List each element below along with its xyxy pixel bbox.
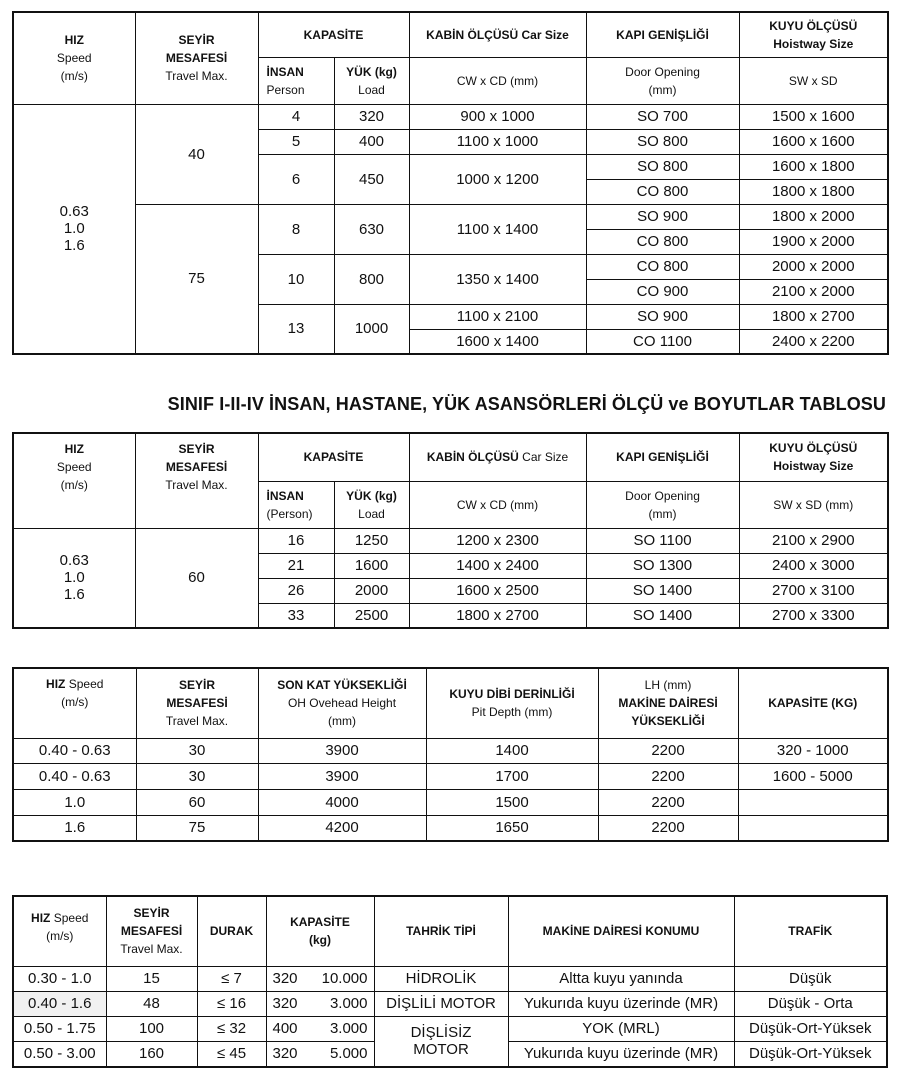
person-cell: 8 [258, 204, 334, 254]
load-cell: 450 [334, 154, 409, 204]
door-cell: CO 800 [586, 254, 739, 279]
header-door-sub: Door Opening (mm) [586, 481, 739, 528]
table-row [13, 763, 888, 789]
travel-cell: 75 [136, 815, 258, 841]
speed-cell: 0.63 1.0 1.6 [13, 104, 135, 354]
hoist-cell: 2400 x 2200 [739, 329, 888, 354]
car-cell: 1100 x 1400 [409, 204, 586, 254]
travel-cell: 75 [135, 204, 258, 354]
car-cell: 1100 x 1000 [409, 129, 586, 154]
table-row [13, 815, 888, 841]
header-drive-type: TAHRİK TİPİ [374, 896, 508, 966]
speed-cell: 0.40 - 1.6 [13, 991, 106, 1016]
machine-cell: 2200 [598, 815, 738, 841]
traffic-cell: Düşük-Ort-Yüksek [734, 1041, 887, 1067]
load-cell: 1250 [334, 528, 409, 553]
load-cell: 2000 [334, 578, 409, 603]
person-cell: 6 [258, 154, 334, 204]
car-cell: 900 x 1000 [409, 104, 586, 129]
car-cell: 1600 x 1400 [409, 329, 586, 354]
header-capacity: KAPASİTE (kg) [266, 896, 374, 966]
header-overhead: SON KAT YÜKSEKLİĞİ OH Ovehead Height (mm) [258, 668, 426, 738]
load-cell: 1000 [334, 304, 409, 354]
machine-cell: 2200 [598, 789, 738, 815]
capacity-cell: 320 - 1000 [738, 738, 888, 763]
person-cell: 21 [258, 553, 334, 578]
header-door-width: KAPI GENİŞLİĞİ [586, 433, 739, 481]
car-cell: 1800 x 2700 [409, 603, 586, 628]
pit-cell: 1400 [426, 738, 598, 763]
header-stops: DURAK [197, 896, 266, 966]
header-travel: SEYİR MESAFESİ Travel Max. [135, 12, 258, 104]
speed-cell: 1.0 [13, 789, 136, 815]
capacity-cell: 1600 - 5000 [738, 763, 888, 789]
person-cell: 10 [258, 254, 334, 304]
speed-cell: 0.30 - 1.0 [13, 966, 106, 991]
door-cell: SO 700 [586, 104, 739, 129]
door-cell: SO 800 [586, 129, 739, 154]
overhead-cell: 4000 [258, 789, 426, 815]
table-row [13, 204, 888, 229]
header-speed: HIZ Speed (m/s) [13, 433, 135, 528]
capacity-cell: 320 10.000 [266, 966, 374, 991]
header-load: YÜK (kg) Load [334, 481, 409, 528]
car-cell: 1100 x 2100 [409, 304, 586, 329]
header-door-sub: Door Opening (mm) [586, 57, 739, 104]
header-person: İNSAN (Person) [258, 481, 334, 528]
hoist-cell: 2000 x 2000 [739, 254, 888, 279]
table-row [13, 738, 888, 763]
door-cell: SO 1400 [586, 578, 739, 603]
drive-cell: DİŞLİLİ MOTOR [374, 991, 508, 1016]
table-row [13, 966, 887, 991]
stops-cell: ≤ 45 [197, 1041, 266, 1067]
hoist-cell: 2400 x 3000 [739, 553, 888, 578]
table-row [13, 1016, 887, 1041]
door-cell: CO 900 [586, 279, 739, 304]
traffic-cell: Düşük [734, 966, 887, 991]
hoist-cell: 1800 x 1800 [739, 179, 888, 204]
overhead-cell: 4200 [258, 815, 426, 841]
hoist-cell: 1500 x 1600 [739, 104, 888, 129]
speed-cell: 0.50 - 3.00 [13, 1041, 106, 1067]
speed-cell: 0.40 - 0.63 [13, 763, 136, 789]
elevator-dimensions-table-2 [12, 432, 889, 629]
table-row [13, 104, 888, 129]
drive-cell: DİŞLİSİZ MOTOR [374, 1016, 508, 1067]
capacity-cell: 320 5.000 [266, 1041, 374, 1067]
capacity-cell [738, 815, 888, 841]
header-hoist-sub: SW x SD [739, 57, 888, 104]
car-cell: 1400 x 2400 [409, 553, 586, 578]
header-capacity: KAPASİTE (KG) [738, 668, 888, 738]
load-cell: 400 [334, 129, 409, 154]
header-pit-depth: KUYU DİBİ DERİNLİĞİ Pit Depth (mm) [426, 668, 598, 738]
header-travel: SEYİR MESAFESİ Travel Max. [135, 433, 258, 528]
door-cell: SO 900 [586, 204, 739, 229]
pit-cell: 1650 [426, 815, 598, 841]
hoist-cell: 1600 x 1800 [739, 154, 888, 179]
overhead-pit-table [12, 667, 889, 842]
speed-cell: 0.63 1.0 1.6 [13, 528, 135, 628]
hoist-cell: 1900 x 2000 [739, 229, 888, 254]
travel-cell: 15 [106, 966, 197, 991]
overhead-cell: 3900 [258, 738, 426, 763]
overhead-cell: 3900 [258, 763, 426, 789]
header-traffic: TRAFİK [734, 896, 887, 966]
load-cell: 1600 [334, 553, 409, 578]
header-load: YÜK (kg) Load [334, 57, 409, 104]
hoist-cell: 2700 x 3300 [739, 603, 888, 628]
hoist-cell: 2100 x 2900 [739, 528, 888, 553]
load-cell: 630 [334, 204, 409, 254]
table-row [13, 528, 888, 553]
header-door-width: KAPI GENİŞLİĞİ [586, 12, 739, 57]
header-machine-room-location: MAKİNE DAİRESİ KONUMU [508, 896, 734, 966]
drive-cell: HİDROLİK [374, 966, 508, 991]
person-cell: 33 [258, 603, 334, 628]
table-row [13, 991, 887, 1016]
elevator-dimensions-table-1 [12, 11, 889, 355]
section-title: SINIF I-II-IV İNSAN, HASTANE, YÜK ASANSÖRLERİ ÖLÇÜ ve BOYUTLAR TABLOSU [167, 394, 886, 414]
capacity-cell: 320 3.000 [266, 991, 374, 1016]
door-cell: SO 1400 [586, 603, 739, 628]
traffic-cell: Düşük - Orta [734, 991, 887, 1016]
person-cell: 4 [258, 104, 334, 129]
machine-room-cell: YOK (MRL) [508, 1016, 734, 1041]
traffic-cell: Düşük-Ort-Yüksek [734, 1016, 887, 1041]
stops-cell: ≤ 16 [197, 991, 266, 1016]
travel-cell: 60 [136, 789, 258, 815]
machine-room-cell: Altta kuyu yanında [508, 966, 734, 991]
machine-room-cell: Yukurıda kuyu üzerinde (MR) [508, 1041, 734, 1067]
person-cell: 5 [258, 129, 334, 154]
door-cell: CO 1100 [586, 329, 739, 354]
hoist-cell: 1800 x 2700 [739, 304, 888, 329]
header-speed: HIZ Speed (m/s) [13, 12, 135, 104]
header-car-sub: CW x CD (mm) [409, 57, 586, 104]
header-car-sub: CW x CD (mm) [409, 481, 586, 528]
header-travel: SEYİR MESAFESİ Travel Max. [136, 668, 258, 738]
door-cell: SO 1300 [586, 553, 739, 578]
travel-cell: 30 [136, 738, 258, 763]
travel-cell: 30 [136, 763, 258, 789]
speed-cell: 0.50 - 1.75 [13, 1016, 106, 1041]
car-cell: 1600 x 2500 [409, 578, 586, 603]
load-cell: 800 [334, 254, 409, 304]
header-car-size: KABİN ÖLÇÜSÜ Car Size [409, 433, 586, 481]
door-cell: SO 1100 [586, 528, 739, 553]
person-cell: 26 [258, 578, 334, 603]
machine-cell: 2200 [598, 738, 738, 763]
header-capacity: KAPASİTE [258, 12, 409, 57]
hoist-cell: 1600 x 1600 [739, 129, 888, 154]
door-cell: CO 800 [586, 179, 739, 204]
stops-cell: ≤ 7 [197, 966, 266, 991]
capacity-cell: 400 3.000 [266, 1016, 374, 1041]
header-hoistway: KUYU ÖLÇÜSÜ Hoistway Size [739, 433, 888, 481]
load-cell: 320 [334, 104, 409, 129]
travel-cell: 60 [135, 528, 258, 628]
header-hoistway: KUYU ÖLÇÜSÜ Hoistway Size [739, 12, 888, 57]
header-speed: HIZ Speed (m/s) [13, 896, 106, 966]
door-cell: SO 900 [586, 304, 739, 329]
travel-cell: 160 [106, 1041, 197, 1067]
car-cell: 1350 x 1400 [409, 254, 586, 304]
car-cell: 1200 x 2300 [409, 528, 586, 553]
speed-cell: 1.6 [13, 815, 136, 841]
capacity-cell [738, 789, 888, 815]
travel-cell: 40 [135, 104, 258, 204]
pit-cell: 1700 [426, 763, 598, 789]
drive-type-table [12, 895, 888, 1068]
person-cell: 13 [258, 304, 334, 354]
travel-cell: 100 [106, 1016, 197, 1041]
hoist-cell: 2100 x 2000 [739, 279, 888, 304]
door-cell: SO 800 [586, 154, 739, 179]
header-person: İNSAN Person [258, 57, 334, 104]
car-cell: 1000 x 1200 [409, 154, 586, 204]
header-speed: HIZ Speed (m/s) [13, 668, 136, 738]
person-cell: 16 [258, 528, 334, 553]
header-capacity: KAPASİTE [258, 433, 409, 481]
travel-cell: 48 [106, 991, 197, 1016]
speed-cell: 0.40 - 0.63 [13, 738, 136, 763]
hoist-cell: 1800 x 2000 [739, 204, 888, 229]
machine-cell: 2200 [598, 763, 738, 789]
load-cell: 2500 [334, 603, 409, 628]
stops-cell: ≤ 32 [197, 1016, 266, 1041]
door-cell: CO 800 [586, 229, 739, 254]
header-machine-room-height: LH (mm) MAKİNE DAİRESİ YÜKSEKLİĞİ [598, 668, 738, 738]
machine-room-cell: Yukurıda kuyu üzerinde (MR) [508, 991, 734, 1016]
table-row [13, 789, 888, 815]
hoist-cell: 2700 x 3100 [739, 578, 888, 603]
header-car-size: KABİN ÖLÇÜSÜ Car Size [409, 12, 586, 57]
header-hoist-sub: SW x SD (mm) [739, 481, 888, 528]
header-travel: SEYİR MESAFESİ Travel Max. [106, 896, 197, 966]
pit-cell: 1500 [426, 789, 598, 815]
